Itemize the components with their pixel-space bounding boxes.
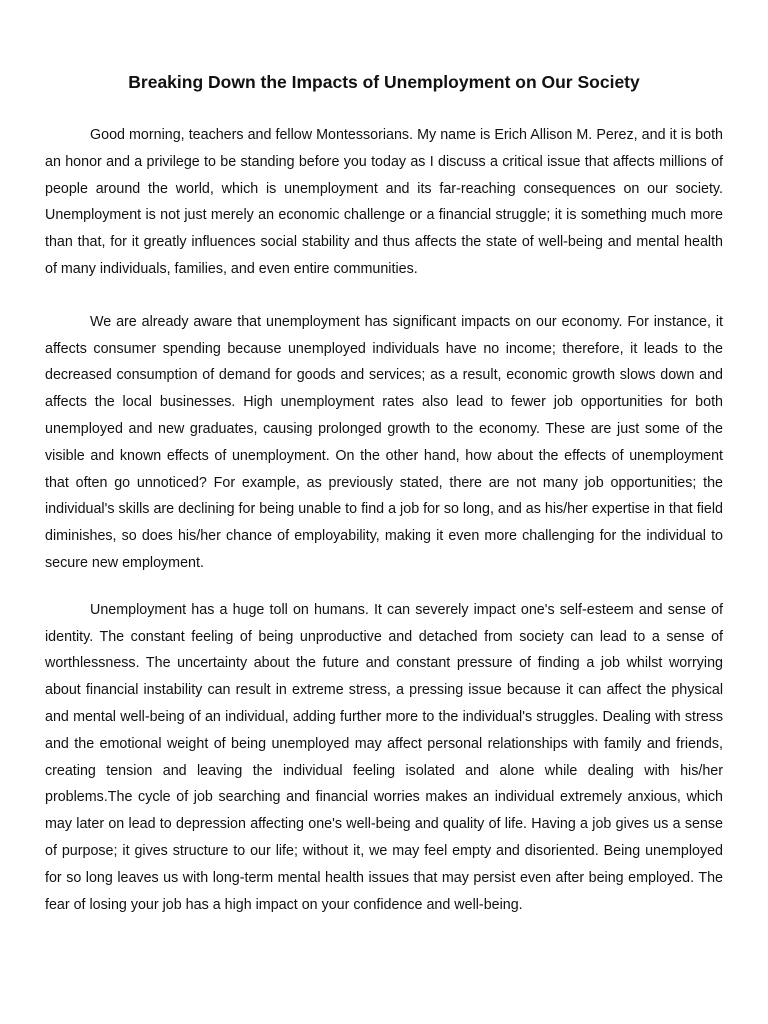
paragraph-economic-impacts: We are already aware that unemployment has significant impacts on our economy. For instance, it affects consumer spending because unemployed individuals have no income; therefore, it leads to the decreased consumption of demand for goods and services; as a result, economic growth slows down and affects the local businesses. High unemployment rates also lead to fewer job opportunities for both unemployed and new graduates, causing prolonged growth to the economy. These are just some of the visible and known effects of unemployment. On the other hand, how about the effects of unemployment that often go unnoticed? For example, as previously stated, there are not many job opportunities; the individual's skills are declining for being unable to find a job for so long, and as his/her expertise in that field diminishes, so does his/her chance of employability, making it even more challenging for the individual to secure new employment. <box>45 313 723 571</box>
paragraph-human-toll: Unemployment has a huge toll on humans. It can severely impact one's self-esteem and sense of identity. The constant feeling of being unproductive and detached from society can lead to a sense of worthlessness. The uncertainty about the future and constant pressure of finding a job whilst worrying about financial instability can result in extreme stress, a pressing issue because it can affect the physical and mental well-being of an individual, adding further more to the individual's struggles. Dealing with stress and the emotional weight of being unemployed may affect personal relationships with family and friends, creating tension and leaving the individual feeling isolated and alone while dealing with his/her problems.The cycle of job searching and financial worries makes an individual extremely anxious, which may later on lead to depression affecting one's well-being and quality of life. Having a job gives us a sense of purpose; it gives structure to our life; without it, we may feel empty and disoriented. Being unemployed for so long leaves us with long-term mental health issues that may persist even after being employed. The fear of losing your job has a high impact on your confidence and well-being. <box>45 601 723 913</box>
paragraph-introduction: Good morning, teachers and fellow Montessorians. My name is Erich Allison M. Perez, and it is both an honor and a privilege to be standing before you today as I discuss a critical issue that affects millions of people around the world, which is unemployment and its far-reaching consequences on our society. Unemployment is not just merely an economic challenge or a financial struggle; it is something much more than that, for it greatly influences social stability and thus affects the state of well-being and mental health of many individuals, families, and even entire communities. <box>45 127 723 277</box>
document-title: Breaking Down the Impacts of Unemployment on Our Society <box>128 72 640 92</box>
